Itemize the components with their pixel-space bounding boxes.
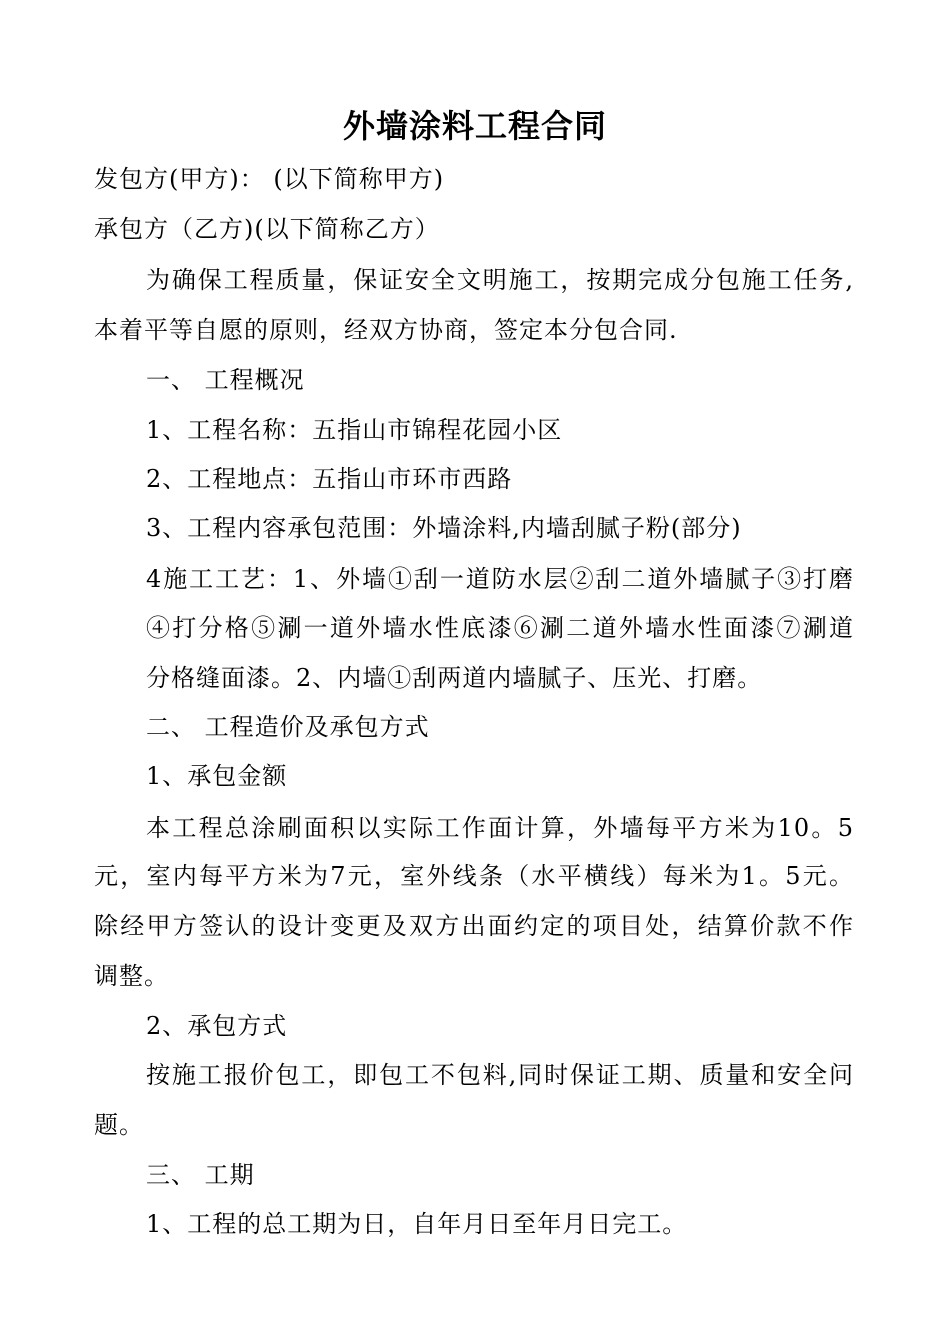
text-line-method-2: 题。 (94, 1111, 144, 1139)
text-line-amount-1: 本工程总涂刷面积以实际工作面计算，外墙每平方米为10。5 (146, 814, 854, 842)
text-line-amount-3: 除经甲方签认的设计变更及双方出面约定的项目处，结算价款不作 (94, 912, 854, 940)
text-line-method-1: 按施工报价包工，即包工不包料,同时保证工期、质量和安全问 (146, 1061, 854, 1089)
subheading-contract-method: 2、承包方式 (146, 1012, 288, 1040)
text-line-employer: 发包方(甲方)： (以下简称甲方) (94, 165, 445, 193)
text-line-intro-1: 为确保工程质量，保证安全文明施工，按期完成分包施工任务, (146, 266, 854, 294)
section-heading-overview: 一、 工程概况 (146, 366, 305, 394)
text-line-process-3: 分格缝面漆。2、内墙①刮两道内墙腻子、压光、打磨。 (146, 664, 763, 692)
section-heading-schedule: 三、 工期 (146, 1161, 255, 1189)
text-line-project-name: 1、工程名称：五指山市锦程花园小区 (146, 416, 563, 444)
text-line-process-1: 4施工工艺：1、外墙①刮一道防水层②刮二道外墙腻子③打磨 (146, 565, 854, 593)
subheading-contract-amount: 1、承包金额 (146, 762, 288, 790)
document-title: 外墙涂料工程合同 (342, 107, 607, 145)
text-line-schedule-1: 1、工程的总工期为日，自年月日至年月日完工。 (146, 1210, 688, 1238)
text-line-amount-4: 调整。 (94, 962, 169, 990)
text-line-contractor: 承包方（乙方)(以下简称乙方） (94, 215, 440, 243)
text-line-project-scope: 3、工程内容承包范围：外墙涂料,内墙刮腻子粉(部分) (146, 514, 742, 542)
text-line-project-location: 2、工程地点：五指山市环市西路 (146, 465, 513, 493)
section-heading-cost: 二、 工程造价及承包方式 (146, 713, 430, 741)
text-line-intro-2: 本着平等自愿的原则，经双方协商，签定本分包合同. (94, 316, 678, 344)
text-line-process-2: ④打分格⑤涮一道外墙水性底漆⑥涮二道外墙水性面漆⑦涮道 (146, 614, 854, 642)
text-line-amount-2: 元，室内每平方米为7元，室外线条（水平横线）每米为1。5元。 (94, 862, 854, 890)
